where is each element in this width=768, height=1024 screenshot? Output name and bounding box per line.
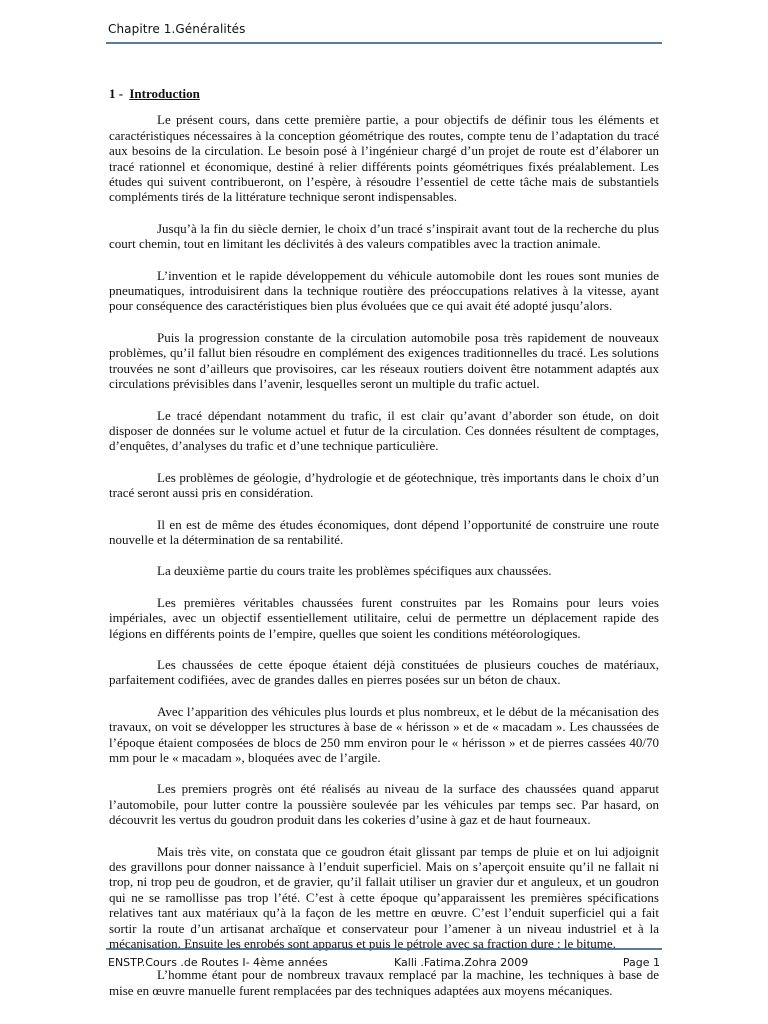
paragraph: Les problèmes de géologie, d’hydrologie et de géotechnique, très importants dans le choix d’un tracé seront aussi pris en considération. bbox=[109, 469, 659, 501]
section-heading bbox=[109, 86, 659, 101]
paragraph: La deuxième partie du cours traite les problèmes spécifiques aux chaussées. bbox=[157, 563, 552, 579]
paragraph: Les premiers progrès ont été réalisés au niveau de la surface des chaussées quand apparut l’automobile, pour lutter contre la poussière soulevée par les véhicules par temps sec. Par hasard, on découvrit les vertus du goudron produit dans les cokeries d’usine à gaz et de haut fourneaux. bbox=[109, 781, 659, 828]
paragraph: Le présent cours, dans cette première partie, a pour objectifs de définir tous les éléments et caractéristiques nécessaires à la conception géométrique des routes, compte tenu de l’adaptation du tracé aux besoins de la circulation. Le besoin posé à l’ingénieur chargé d’un projet de route est d’élaborer un tracé rationnel et économique, destiné à relier différents points géométriques fixés préalablement. Les études qui suivent contribueront, on l’espère, à résoudre l’essentiel de cette tâche mais de substantiels compléments tirés de la littérature technique seront indispensables. bbox=[109, 112, 659, 205]
paragraph: L’invention et le rapide développement du véhicule automobile dont les roues sont munies de pneumatiques, introduisirent dans la technique routière des préoccupations relatives à la vitesse, ayant pour conséquence des caractéristiques bien plus évoluées que ce qui avait été adopté jusqu’alors. bbox=[109, 267, 659, 314]
paragraph: Il en est de même des études économiques, dont dépend l’opportunité de construire une route nouvelle et la détermination de sa rentabilité. bbox=[109, 516, 659, 547]
paragraph: Puis la progression constante de la circulation automobile posa très rapidement de nouveaux problèmes, qu’il fallut bien résoudre en complément des exigences traditionnelles du tracé. Les solutions trouvées ne sont d’ailleurs que provisoires, car les réseaux routiers doivent être notamment adaptés aux circulations prévisibles dans l’avenir, lesquelles seront un multiple du trafic actuel. bbox=[109, 329, 659, 392]
section-number: 1 - bbox=[109, 86, 124, 101]
paragraph: Les premières véritables chaussées furent construites par les Romains pour leurs voies impériales, avec un objectif essentiellement utilitaire, celui de permettre un déplacement rapide des légions en différents points de l’empire, quelles que soient les conditions météorologiques. bbox=[109, 594, 659, 641]
page-header: Chapitre 1.Généralités bbox=[108, 22, 246, 36]
paragraph: Le tracé dépendant notamment du trafic, il est clair qu’avant d’aborder son étude, on doit disposer de données sur le volume actuel et futur de la circulation. Ces données résultent de comptages, d’enquêtes, d’analyses du trafic et d’une technique particulière. bbox=[109, 407, 659, 454]
section-title: Introduction bbox=[129, 86, 200, 101]
paragraph: Jusqu’à la fin du siècle dernier, le choix d’un tracé s’inspirait avant tout de la recherche du plus court chemin, tout en limitant les déclivités à des valeurs compatibles avec la traction animale. bbox=[109, 220, 659, 252]
paragraph: Avec l’apparition des véhicules plus lourds et plus nombreux, et le début de la mécanisation des travaux, on voit se développer les structures à base de « hérisson » et de « macadam ». Les chaussées de l’époque étaient composées de blocs de 250 mm environ pour le « hérisson » et de pierres cassées 40/70 mm pour le « macadam », bloquées avec de l’argile. bbox=[109, 703, 659, 765]
paragraph: Mais très vite, on constata que ce goudron était glissant par temps de pluie et on lui adjoignit des gravillons pour donner naissance à l’enduit superficiel. Mais on s’aperçoit ensuite qu’il ne fallait ni trop, ni trop peu de goudron, et de gravier, qu’il fallait utiliser un gravier dur et anguleux, et un goudron qui ne se ramollisse pas trop l’été. C’est à cette époque qu’apparaissent les premières spécifications relatives tant aux matériaux qu’à la façon de les mettre en œuvre. C’est l’enduit superficiel qui a fait sortir la route d’un artisanat archaïque et conservateur pour l’amener à un niveau industriel et à la mécanisation. Ensuite les enrobés sont apparus et puis le pétrole avec sa fraction dure : le bitume. bbox=[109, 843, 659, 952]
document-body bbox=[109, 86, 659, 1014]
footer-author: Kalli .Fatima.Zohra 2009 bbox=[394, 956, 529, 969]
footer-course: ENSTP.Cours .de Routes I- 4ème années bbox=[108, 956, 328, 969]
footer-page-number: Page 1 bbox=[622, 956, 660, 969]
paragraph: L’homme étant pour de nombreux travaux remplacé par la machine, les techniques à base de mise en œuvre manuelle furent remplacées par des techniques adaptées aux moyens mécaniques. bbox=[109, 967, 659, 998]
footer-divider bbox=[106, 948, 662, 950]
header-divider bbox=[106, 42, 662, 44]
paragraph: Les chaussées de cette époque étaient déjà constituées de plusieurs couches de matériaux, parfaitement codifiées, avec de grandes dalles en pierres posées sur un béton de chaux. bbox=[109, 656, 659, 688]
